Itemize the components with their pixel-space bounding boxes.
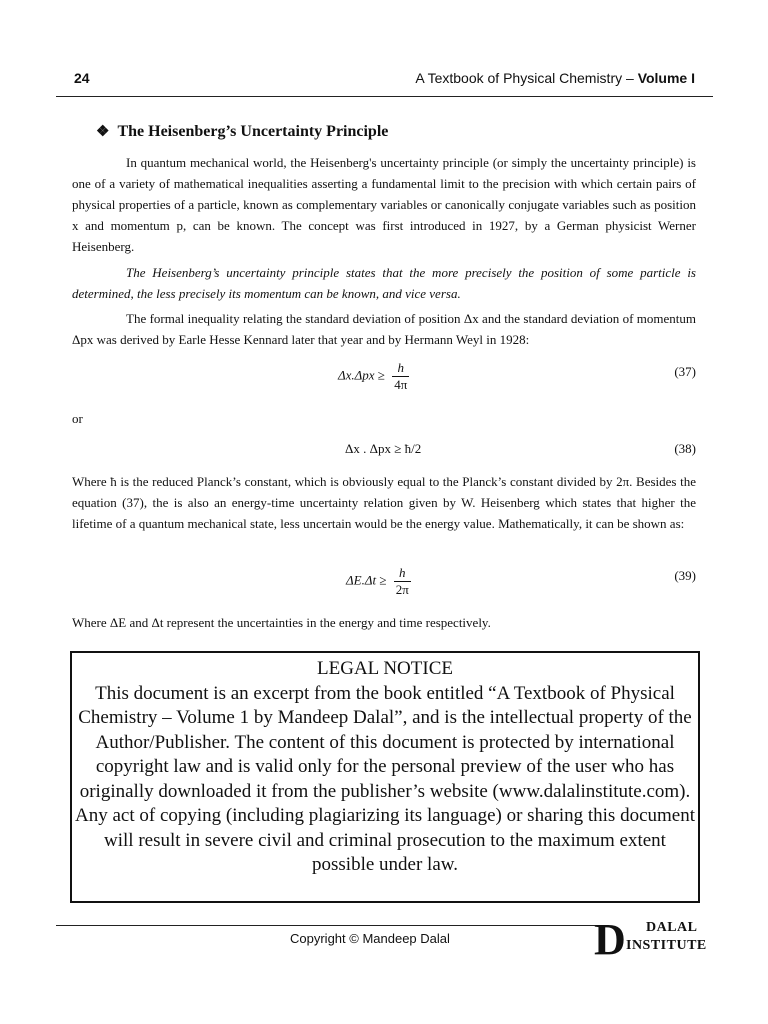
page-number: 24 [74,70,90,86]
equation-37-denominator: 4π [394,377,408,392]
logo-line-2: INSTITUTE [626,938,707,953]
equation-37-lhs: Δx.Δpx ≥ [338,367,385,383]
equation-37-numerator: h [397,360,404,375]
logo-line-1: DALAL [646,920,698,935]
paragraph-or: or [72,411,83,426]
paragraph-uncertainties: Where ΔE and Δt represent the uncertainties in the energy and time respectively. [72,615,491,630]
equation-37 [338,360,409,393]
legal-notice-title: LEGAL NOTICE [317,658,453,679]
diamond-bullet-icon: ❖ [96,124,110,140]
legal-notice-body: This document is an excerpt from the book entitled “A Textbook of Physical Chemistry – Volume 1 by Mandeep Dalal”, and is the intellectual property of the Author/Publisher. The content of this document is protected by international copyright law and is valid only for the personal preview of the user who has originally downloaded it from the publisher’s website (www.dalalinstitute.com). Any act of copying (including plagiarizing its language) or sharing this document will result in severe civil and criminal prosecution to the maximum extent possible under law. [75,682,695,875]
paragraph-statement: The Heisenberg’s uncertainty principle states that the more precisely the position of some particle is determined, the less precisely its momentum can be known, and vice versa. [72,265,696,301]
equation-37-fraction [392,360,409,393]
equation-38: Δx . Δpx ≥ ħ/2 [345,441,422,456]
page-header [56,70,713,97]
equation-39-lhs: ΔE.Δt ≥ [346,572,387,588]
logo-letter: D [594,915,626,964]
paragraph-formal-inequality: The formal inequality relating the standard deviation of position Δx and the standard deviation of momentum Δpx was derived by Earle Hesse Kennard later that year and by Hermann Weyl in 1928: [72,311,696,347]
copyright-text: Copyright © Mandeep Dalal [290,931,450,946]
equation-39-denominator: 2π [395,582,409,597]
equation-39-number: (39) [674,568,696,583]
equation-38-number: (38) [674,441,696,456]
equation-39-fraction [394,565,411,598]
footer-divider [56,925,596,926]
equation-39-numerator: h [398,565,406,580]
book-title-prefix: A Textbook of Physical Chemistry – [415,70,634,86]
paragraph-energy-time: Where ħ is the reduced Planck’s constant, which is obviously equal to the Planck’s constant divided by 2π. Besides the equation (37), the is also an energy-time uncertainty relation given by W. Heisenberg which states that higher the lifetime of a quantum mechanical state, less uncertain would be the energy value. Mathematically, it can be shown as: [72,474,696,531]
equation-37-number: (37) [674,364,696,379]
equation-39 [346,565,411,598]
book-title-volume: Volume I [637,70,695,86]
legal-notice-box [70,651,700,903]
dalal-institute-logo [594,915,724,964]
section-title: The Heisenberg’s Uncertainty Principle [117,123,389,140]
section-heading [96,122,388,141]
paragraph-intro: In quantum mechanical world, the Heisenberg's uncertainty principle (or simply the uncertainty principle) is one of a variety of mathematical inequalities asserting a fundamental limit to the precision with which certain pairs of physical properties of a particle, known as complementary variables or canonically conjugate variables such as position x and momentum p, can be known. The concept was first introduced in 1927, by a German physicist Werner Heisenberg. [72,155,696,254]
book-title [415,70,695,86]
